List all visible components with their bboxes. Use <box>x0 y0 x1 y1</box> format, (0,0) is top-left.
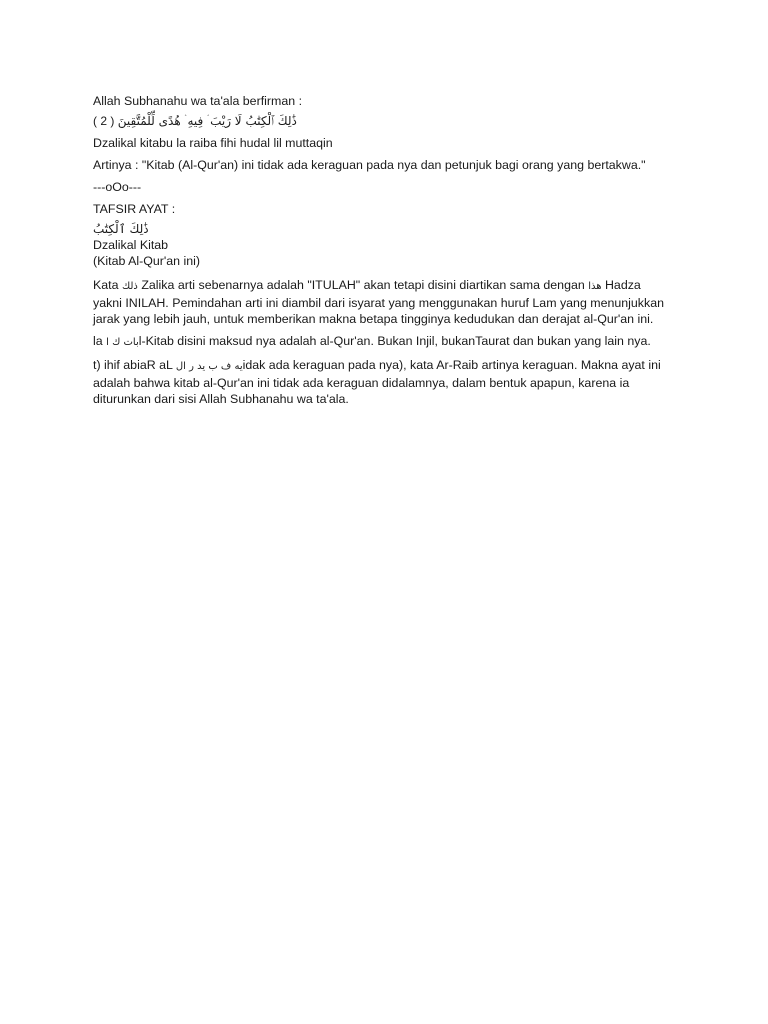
document-body <box>93 93 673 407</box>
verse-line <box>93 113 673 129</box>
para1-arabic-1: ذلك <box>121 281 138 292</box>
translation-line: Artinya : "Kitab (Al-Qur'an) ini tidak ada keraguan pada nya dan petunjuk bagi orang yang bertakwa." <box>93 158 646 172</box>
para1-pre: Kata <box>93 278 119 292</box>
para2-arabic: بات ك ا <box>106 337 139 348</box>
para3-pre: t) ihif abiaR aL <box>93 358 173 372</box>
para1-arabic-2: هذا <box>588 281 602 292</box>
verse-arabic: ذَٰلِكَ ٱلْكِتَٰبُ لَا رَيْبَ ۛ فِيهِ ۛ هُدًى لِّلْمُتَّقِينَ <box>117 114 297 128</box>
phrase-meaning: (Kitab Al-Qur'an ini) <box>93 254 201 268</box>
para2-post: l-Kitab disini maksud nya adalah al-Qur'an. Bukan Injil, bukanTaurat dan bukan yang lain nya. <box>138 334 651 348</box>
para3-post: idak ada keraguan pada nya), kata Ar-Raib artinya keraguan. Makna ayat ini adalah bahwa kitab al-Qur'an ini tidak ada keraguan didalamnya, dalam bentuk apapun, karena ia diturunkan dari sisi Allah Subhanahu wa ta'ala. <box>93 358 661 406</box>
para1-post: Hadza yakni INILAH. Pemindahan arti ini diambil dari isyarat yang menggunakan huruf Lam yang menunjukkan jarak yang lebih jauh, untuk memberikan makna betapa tingginya kedudukan dan derajat al-Qur'an ini. <box>93 278 664 326</box>
intro-line: Allah Subhanahu wa ta'ala berfirman : <box>93 94 303 108</box>
paragraph-raib <box>93 357 673 407</box>
phrase-arabic: ذَٰلِكَ ٱلْكِتَٰبُ <box>93 222 149 236</box>
verse-number: ( 2 ) <box>93 114 115 128</box>
para2-pre: la <box>93 334 103 348</box>
separator-line: ---oOo--- <box>93 180 142 194</box>
phrase-latin: Dzalikal Kitab <box>93 238 169 252</box>
para1-mid: Zalika arti sebenarnya adalah "ITULAH" akan tetapi disini diartikan sama dengan <box>141 278 585 292</box>
paragraph-kitab <box>93 333 673 351</box>
paragraph-zalika <box>93 277 673 327</box>
tafsir-heading: TAFSIR AYAT : <box>93 202 176 216</box>
phrase-arabic-line <box>93 221 673 237</box>
transliteration-line: Dzalikal kitabu la raiba fihi hudal lil muttaqin <box>93 136 333 150</box>
para3-arabic: يه ف ب يد ر ال <box>175 361 243 372</box>
